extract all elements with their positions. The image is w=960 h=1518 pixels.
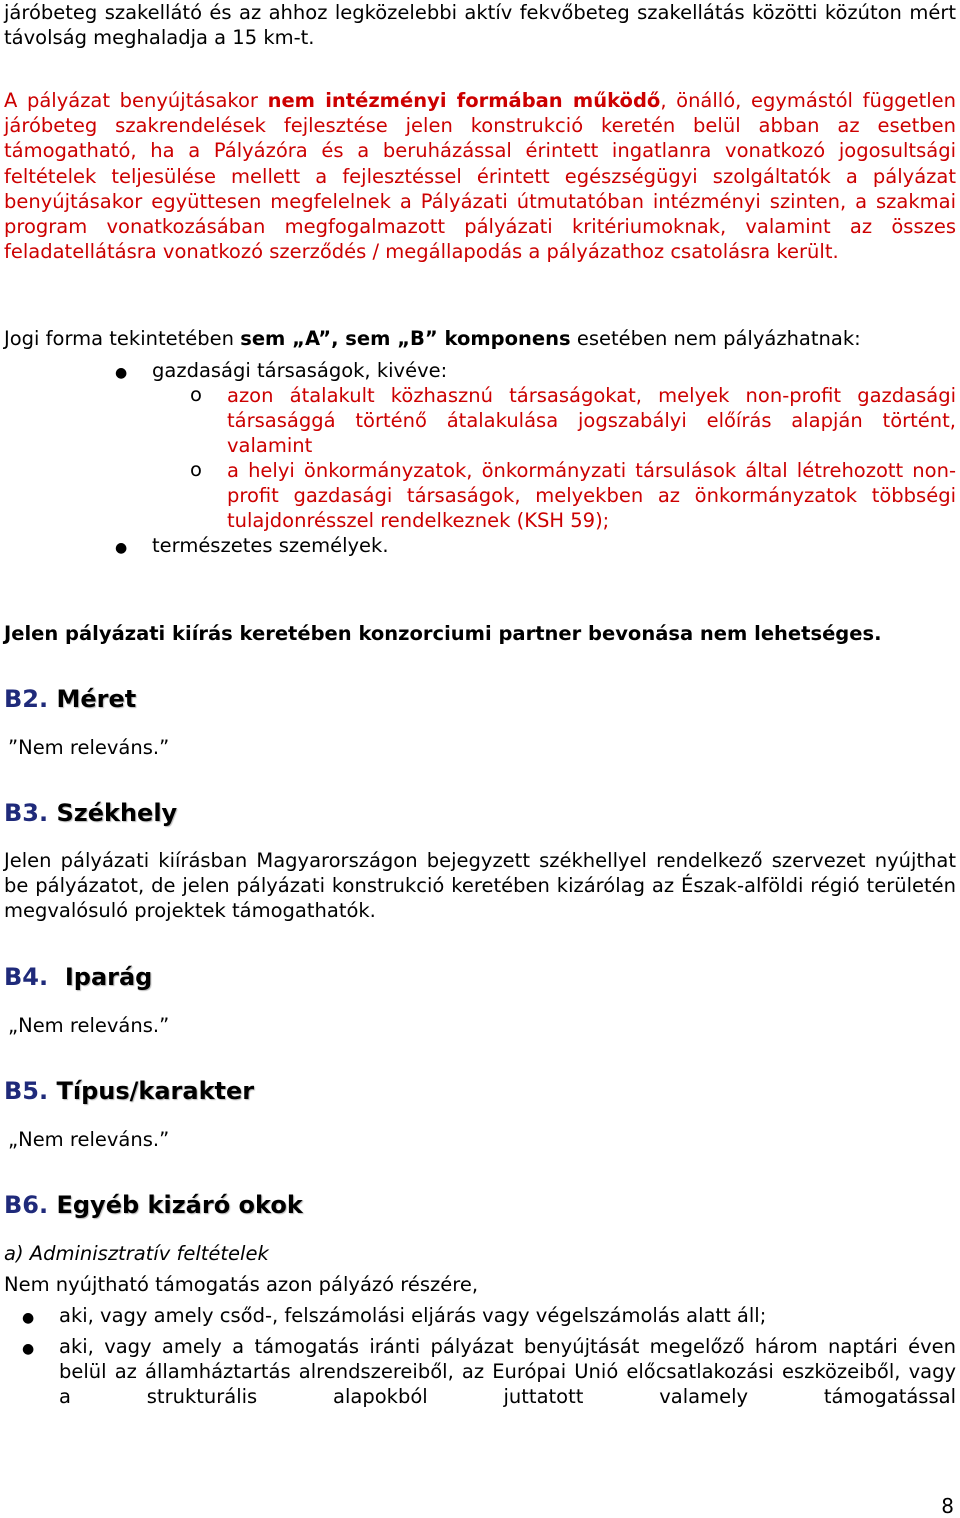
sub-bullet-icon: o [190, 458, 202, 481]
legal-form-item-1: gazdasági társaságok, kivéve: [152, 359, 448, 382]
consortium-note: Jelen pályázati kiírás keretében konzorciumi partner bevonása nem lehetséges. [4, 622, 882, 645]
bullet-icon: ● [115, 540, 128, 556]
red-paragraph-bold: nem intézményi formában működő [267, 89, 661, 112]
section-number: B2. [4, 685, 49, 713]
page-number: 8 [941, 1494, 954, 1518]
bullet-icon: ● [115, 365, 128, 381]
section-title: Egyéb kizáró okok [56, 1191, 303, 1219]
exclusion-item-2: aki, vagy amely a támogatás iránti pályázat benyújtását megelőző három naptári éven belül az államháztartás alrendszereiből, az Európai Unió előcsatlakozási eszközeiből, vagy a strukturális alapokból juttatott valamely támogatással [59, 1335, 956, 1409]
exclusion-item-1: aki, vagy amely csőd-, felszámolási eljárás vagy végelszámolás alatt áll; [59, 1304, 767, 1327]
sub-bullet-icon: o [190, 383, 202, 406]
legal-form-text-1: Jogi forma tekintetében [4, 327, 241, 350]
section-title: Székhely [56, 799, 178, 827]
section-heading-b3 [4, 798, 177, 828]
section-body-b4: „Nem releváns.” [8, 1014, 170, 1037]
intro-paragraph: járóbeteg szakellátó és az ahhoz legközelebbi aktív fekvőbeteg szakellátás közötti közúton mért távolság meghaladja a 15 km-t. [4, 1, 956, 50]
section-subheading-b6: a) Adminisztratív feltételek [4, 1242, 269, 1265]
section-title: Méret [56, 685, 137, 713]
section-title: Típus/karakter [56, 1077, 255, 1105]
section-title: Iparág [64, 963, 153, 991]
legal-form-text-2: esetében nem pályázhatnak: [570, 327, 861, 350]
section-body-b3: Jelen pályázati kiírásban Magyarországon bejegyzett székhellyel rendelkező szervezet nyújthat be pályázatot, de jelen pályázati konstrukció keretében kizárólag az Észak-alföldi régió területén megvalósuló projektek támogathatók. [4, 849, 956, 923]
section-body-b5: „Nem releváns.” [8, 1128, 170, 1151]
red-paragraph-text-2: , önálló, egymástól független járóbeteg szakrendelések fejlesztése jelen konstrukció keretén belül abban az esetben támogatható, ha a Pályázóra és a beruházással érintett ingatlanra vonatkozó jogosultsági feltételek teljesülése mellett a fejlesztéssel érintett egészségügyi szolgáltatók a pályázat benyújtásakor együttesen megfelelnek a Pályázati útmutatóban intézményi szinten, a szakmai program vonatkozásában megfogalmazott pályázati kritériumoknak, valamint az összes feladatellátásra vonatkozó szerződés / megállapodás a pályázathoz csatolásra került. [4, 89, 956, 264]
legal-form-intro [4, 326, 956, 351]
legal-form-item-2: természetes személyek. [152, 534, 389, 557]
section-number: B3. [4, 799, 49, 827]
section-number: B4. [4, 963, 49, 991]
red-paragraph [4, 88, 956, 264]
legal-form-bold: sem „A”, sem „B” komponens [240, 327, 571, 350]
section-intro-b6: Nem nyújtható támogatás azon pályázó részére, [4, 1273, 479, 1296]
section-body-b2: ”Nem releváns.” [8, 736, 170, 759]
red-paragraph-text-1: A pályázat benyújtásakor [4, 89, 268, 112]
section-heading-b4 [4, 962, 152, 992]
section-heading-b2 [4, 684, 136, 714]
section-number: B6. [4, 1191, 49, 1219]
section-heading-b5 [4, 1076, 254, 1106]
legal-form-sub-2: a helyi önkormányzatok, önkormányzati társulások által létrehozott non-profit gazdasági társaságok, melyekben az önkormányzatok többségi tulajdonrésszel rendelkeznek (KSH 59); [227, 459, 956, 533]
bullet-icon: ● [22, 1341, 35, 1357]
legal-form-sub-1: azon átalakult közhasznú társaságokat, melyek non-profit gazdasági társasággá történő átalakulása jogszabályi előírás alapján történt, valamint [227, 384, 956, 458]
section-number: B5. [4, 1077, 49, 1105]
section-heading-b6 [4, 1190, 303, 1220]
bullet-icon: ● [22, 1310, 35, 1326]
